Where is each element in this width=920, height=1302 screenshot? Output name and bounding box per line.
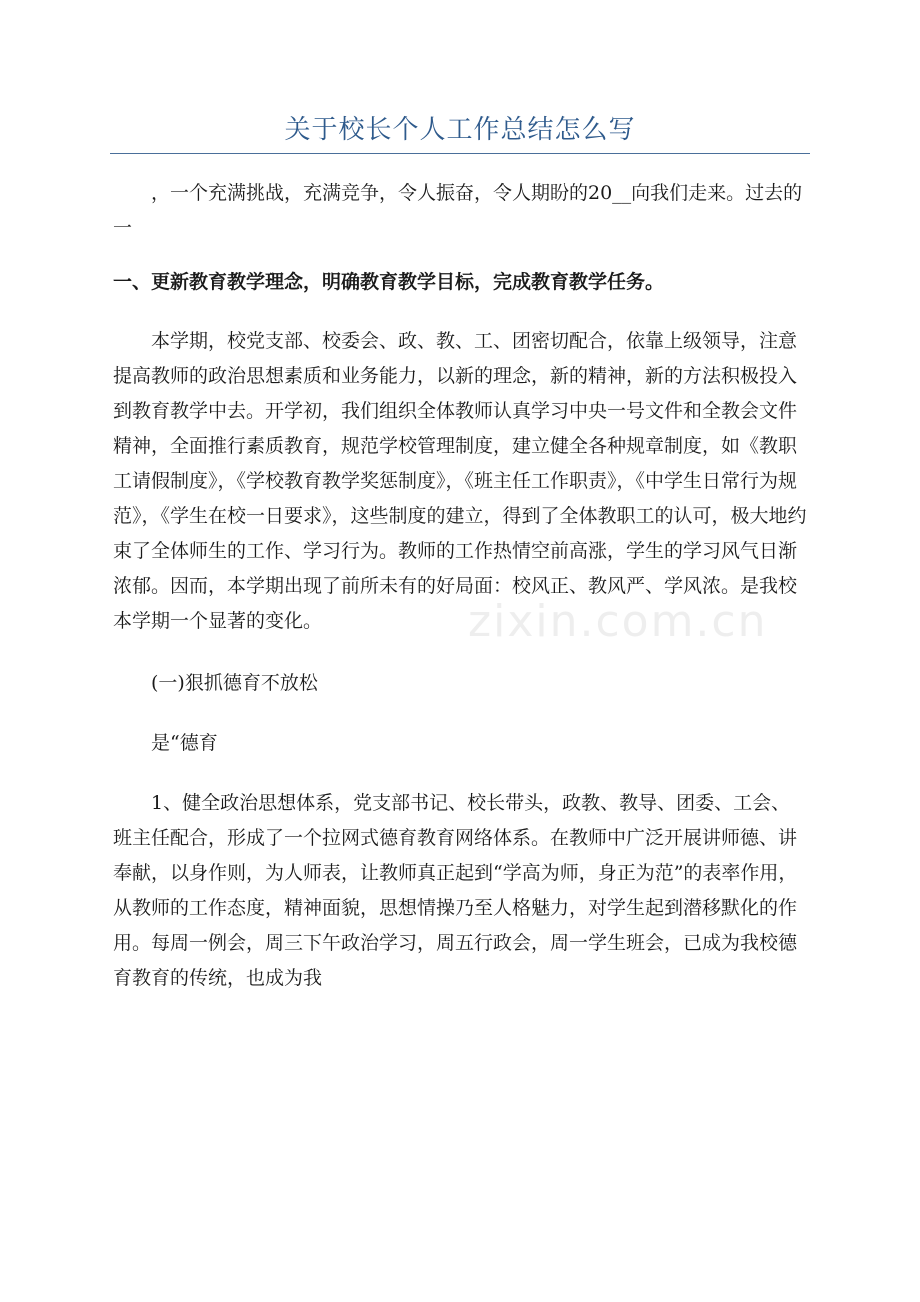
page-title: 关于校长个人工作总结怎么写 [284, 115, 636, 145]
intro-paragraph: ，一个充满挑战，充满竞争，令人振奋，令人期盼的20__向我们走来。过去的一 [113, 182, 803, 239]
fragment-paragraph: 是“德育 [151, 732, 218, 754]
title-divider [110, 153, 810, 154]
document-body [113, 176, 808, 1023]
section-heading: 一、更新教育教学理念，明确教育教学目标，完成教育教学任务。 [113, 271, 665, 293]
body-paragraph-2: 1、健全政治思想体系，党支部书记、校长带头，政教、教导、团委、工会、班主任配合，形成了一个拉网式德育教育网络体系。在教师中广泛开展讲师德、讲奉献，以身作则，为人师表，让教师真正起到“学高为师，身正为范”的表率作用，从教师的工作态度，精神面貌，思想情操乃至人格魅力，对学生起到潜移默化的作用。每周一例会，周三下午政治学习，周五行政会，周一学生班会，已成为我校德育教育的传统，也成为我 [113, 792, 798, 989]
body-paragraph: 本学期，校党支部、校委会、政、教、工、团密切配合，依靠上级领导，注意提高教师的政治思想素质和业务能力，以新的理念，新的精神，新的方法积极投入到教育教学中去。开学初，我们组织全体教师认真学习中央一号文件和全教会文件精神，全面推行素质教育，规范学校管理制度，建立健全各种规章制度，如《教职工请假制度》，《学校教育教学奖惩制度》，《班主任工作职责》，《中学生日常行为规范》，《学生在校一日要求》，这些制度的建立，得到了全体教职工的认可，极大地约束了全体师生的工作、学习行为。教师的工作热情空前高涨，学生的学习风气日渐浓郁。因而，本学期出现了前所未有的好局面：校风正、教风严、学风浓。是我校本学期一个显著的变化。 [113, 330, 807, 632]
watermark: zixin.com.cn [468, 596, 768, 647]
subsection-heading: (一)狠抓德育不放松 [151, 672, 318, 694]
